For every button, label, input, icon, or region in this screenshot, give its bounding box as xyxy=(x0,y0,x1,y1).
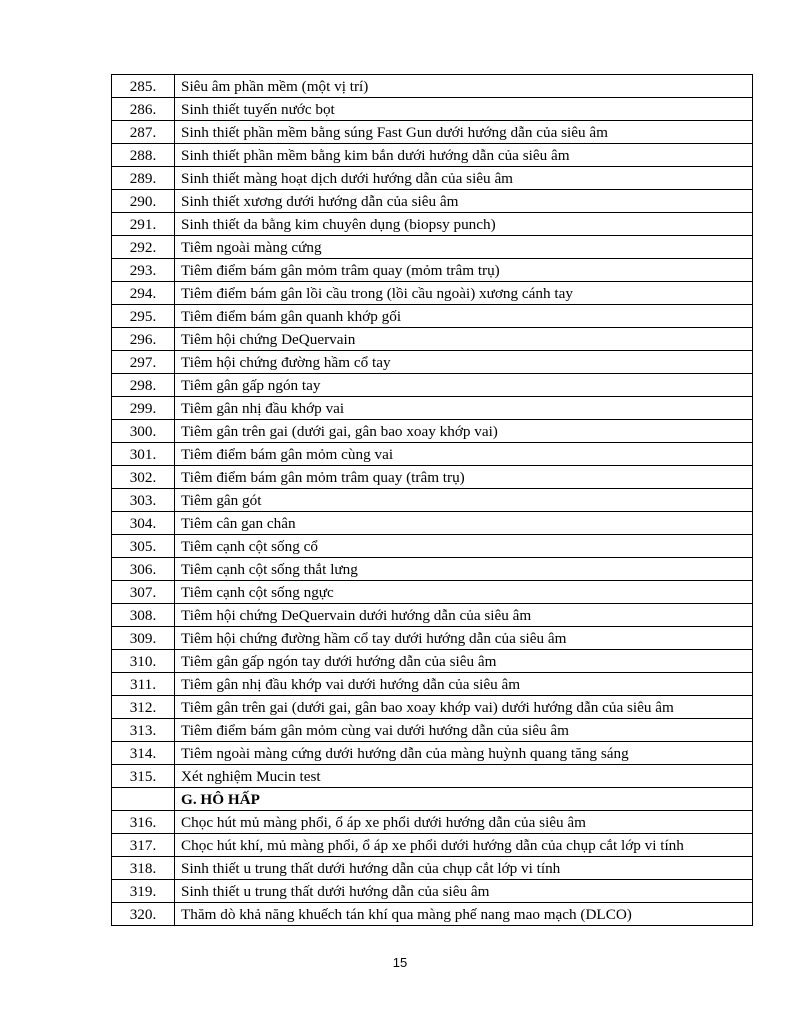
row-number: 310. xyxy=(112,650,175,673)
table-row xyxy=(112,443,753,466)
table-row xyxy=(112,834,753,857)
procedure-table xyxy=(111,74,753,926)
table-row xyxy=(112,627,753,650)
table-row xyxy=(112,880,753,903)
procedure-name: Tiêm điểm bám gân mỏm cùng vai dưới hướng dẫn của siêu âm xyxy=(175,719,753,742)
procedure-name: Tiêm hội chứng đường hầm cổ tay xyxy=(175,351,753,374)
procedure-name: Xét nghiệm Mucin test xyxy=(175,765,753,788)
table-row xyxy=(112,351,753,374)
procedure-name: Tiêm ngoài màng cứng dưới hướng dẫn của màng huỳnh quang tăng sáng xyxy=(175,742,753,765)
row-number: 320. xyxy=(112,903,175,926)
table-row xyxy=(112,489,753,512)
procedure-name: Tiêm cạnh cột sống cổ xyxy=(175,535,753,558)
table-row xyxy=(112,857,753,880)
row-number: 302. xyxy=(112,466,175,489)
table-row xyxy=(112,535,753,558)
table-row xyxy=(112,75,753,98)
row-number: 307. xyxy=(112,581,175,604)
section-header-row xyxy=(112,788,753,811)
table-row xyxy=(112,236,753,259)
procedure-name: Tiêm điểm bám gân quanh khớp gối xyxy=(175,305,753,328)
table-row xyxy=(112,420,753,443)
procedure-name: Sinh thiết xương dưới hướng dẫn của siêu âm xyxy=(175,190,753,213)
row-number: 308. xyxy=(112,604,175,627)
procedure-name: Chọc hút khí, mủ màng phổi, ổ áp xe phổi dưới hướng dẫn của chụp cắt lớp vi tính xyxy=(175,834,753,857)
row-number: 309. xyxy=(112,627,175,650)
row-number: 305. xyxy=(112,535,175,558)
table-row xyxy=(112,328,753,351)
procedure-name: Tiêm điểm bám gân lồi cầu trong (lồi cầu ngoài) xương cánh tay xyxy=(175,282,753,305)
table-row xyxy=(112,374,753,397)
table-row xyxy=(112,719,753,742)
procedure-name: Tiêm cạnh cột sống ngực xyxy=(175,581,753,604)
section-title: G. HÔ HẤP xyxy=(175,788,753,811)
procedure-name: Tiêm gân trên gai (dưới gai, gân bao xoay khớp vai) dưới hướng dẫn của siêu âm xyxy=(175,696,753,719)
procedure-name: Tiêm điểm bám gân mỏm cùng vai xyxy=(175,443,753,466)
procedure-name: Siêu âm phần mềm (một vị trí) xyxy=(175,75,753,98)
procedure-name: Tiêm gân gót xyxy=(175,489,753,512)
procedure-name: Sinh thiết màng hoạt dịch dưới hướng dẫn của siêu âm xyxy=(175,167,753,190)
procedure-name: Tiêm ngoài màng cứng xyxy=(175,236,753,259)
table-row xyxy=(112,305,753,328)
row-number: 285. xyxy=(112,75,175,98)
row-number: 291. xyxy=(112,213,175,236)
procedure-table-body xyxy=(112,75,753,926)
procedure-name: Tiêm hội chứng đường hầm cổ tay dưới hướng dẫn của siêu âm xyxy=(175,627,753,650)
row-number: 311. xyxy=(112,673,175,696)
row-number: 299. xyxy=(112,397,175,420)
row-number: 319. xyxy=(112,880,175,903)
row-number: 287. xyxy=(112,121,175,144)
table-row xyxy=(112,742,753,765)
row-number: 297. xyxy=(112,351,175,374)
procedure-name: Tiêm hội chứng DeQuervain dưới hướng dẫn của siêu âm xyxy=(175,604,753,627)
table-row xyxy=(112,167,753,190)
row-number: 292. xyxy=(112,236,175,259)
table-row xyxy=(112,581,753,604)
row-number: 298. xyxy=(112,374,175,397)
row-number: 301. xyxy=(112,443,175,466)
procedure-name: Sinh thiết phần mềm bằng súng Fast Gun dưới hướng dẫn của siêu âm xyxy=(175,121,753,144)
procedure-name: Sinh thiết u trung thất dưới hướng dẫn của siêu âm xyxy=(175,880,753,903)
procedure-name: Tiêm gân gấp ngón tay xyxy=(175,374,753,397)
table-row xyxy=(112,811,753,834)
procedure-name: Tiêm điểm bám gân mỏm trâm quay (trâm trụ) xyxy=(175,466,753,489)
table-row xyxy=(112,121,753,144)
row-number: 289. xyxy=(112,167,175,190)
table-row xyxy=(112,512,753,535)
table-row xyxy=(112,903,753,926)
row-number: 312. xyxy=(112,696,175,719)
row-number: 314. xyxy=(112,742,175,765)
page-number: 15 xyxy=(392,955,408,970)
procedure-name: Tiêm gân gấp ngón tay dưới hướng dẫn của siêu âm xyxy=(175,650,753,673)
table-row xyxy=(112,765,753,788)
procedure-name: Sinh thiết da bằng kim chuyên dụng (biopsy punch) xyxy=(175,213,753,236)
row-number: 286. xyxy=(112,98,175,121)
procedure-name: Tiêm cạnh cột sống thắt lưng xyxy=(175,558,753,581)
row-number: 290. xyxy=(112,190,175,213)
procedure-name: Sinh thiết phần mềm bằng kim bắn dưới hướng dẫn của siêu âm xyxy=(175,144,753,167)
table-row xyxy=(112,98,753,121)
table-row xyxy=(112,466,753,489)
row-number: 303. xyxy=(112,489,175,512)
table-row xyxy=(112,213,753,236)
table-row xyxy=(112,190,753,213)
row-number xyxy=(112,788,175,811)
row-number: 288. xyxy=(112,144,175,167)
row-number: 295. xyxy=(112,305,175,328)
procedure-name: Tiêm điểm bám gân mỏm trâm quay (mỏm trâm trụ) xyxy=(175,259,753,282)
procedure-name: Thăm dò khả năng khuếch tán khí qua màng phế nang mao mạch (DLCO) xyxy=(175,903,753,926)
table-row xyxy=(112,604,753,627)
row-number: 293. xyxy=(112,259,175,282)
procedure-name: Tiêm hội chứng DeQuervain xyxy=(175,328,753,351)
procedure-name: Tiêm gân nhị đầu khớp vai dưới hướng dẫn của siêu âm xyxy=(175,673,753,696)
table-row xyxy=(112,696,753,719)
row-number: 317. xyxy=(112,834,175,857)
procedure-name: Tiêm gân trên gai (dưới gai, gân bao xoay khớp vai) xyxy=(175,420,753,443)
procedure-name: Tiêm cân gan chân xyxy=(175,512,753,535)
table-row xyxy=(112,673,753,696)
row-number: 294. xyxy=(112,282,175,305)
table-row xyxy=(112,397,753,420)
table-row xyxy=(112,259,753,282)
table-row xyxy=(112,558,753,581)
row-number: 316. xyxy=(112,811,175,834)
row-number: 315. xyxy=(112,765,175,788)
row-number: 304. xyxy=(112,512,175,535)
procedure-name: Chọc hút mủ màng phổi, ổ áp xe phổi dưới hướng dẫn của siêu âm xyxy=(175,811,753,834)
procedure-name: Sinh thiết tuyến nước bọt xyxy=(175,98,753,121)
row-number: 296. xyxy=(112,328,175,351)
row-number: 313. xyxy=(112,719,175,742)
table-row xyxy=(112,650,753,673)
procedure-name: Sinh thiết u trung thất dưới hướng dẫn của chụp cắt lớp vi tính xyxy=(175,857,753,880)
table-row xyxy=(112,282,753,305)
procedure-name: Tiêm gân nhị đầu khớp vai xyxy=(175,397,753,420)
table-row xyxy=(112,144,753,167)
row-number: 300. xyxy=(112,420,175,443)
row-number: 318. xyxy=(112,857,175,880)
row-number: 306. xyxy=(112,558,175,581)
